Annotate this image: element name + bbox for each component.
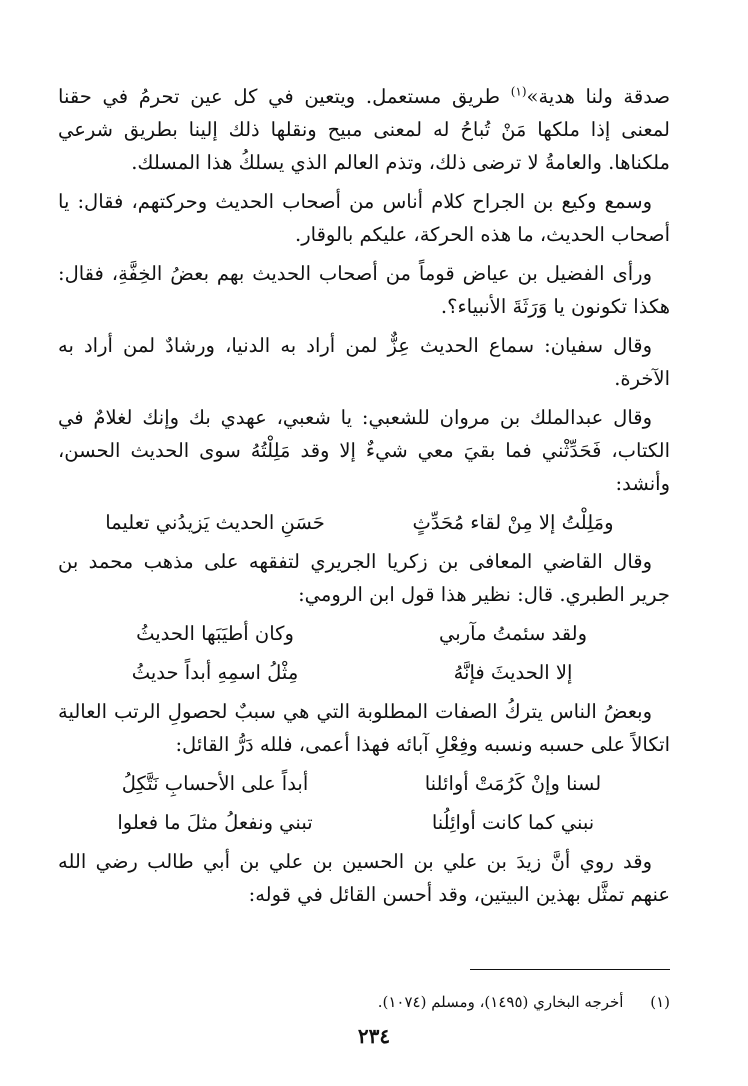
verse-first-hemistich: إلا الحديثَ فإنَّهُ [453, 661, 573, 684]
paragraph-3: ورأى الفضيل بن عياض قوماً من أصحاب الحديث بهم بعضُ الخِفَّةِ، فقال: هكذا تكونون يا وَرَثَةَ الأنبياء؟. [58, 262, 670, 318]
footnote [58, 990, 670, 1014]
poem-block [58, 617, 670, 689]
verse-line [58, 506, 670, 539]
paragraph-7: وبعضُ الناس يتركُ الصفات المطلوبة التي هي سببٌ لحصولِ الرتب العالية اتكالاً على حسبه ونسبه وفِعْلِ آبائه فهذا أعمى، فلله دَرُّ القائل: [58, 700, 670, 756]
verse-second-hemistich: أبداً على الأحسابِ نَتَّكِلُ [121, 772, 309, 795]
verse-first-hemistich: نبني كما كانت أوائِلُنا [431, 811, 595, 834]
verse-line [58, 656, 670, 689]
footnote-text: أخرجه البخاري (١٤٩٥)، ومسلم (١٠٧٤). [377, 993, 624, 1011]
paragraph-6: وقال القاضي المعافى بن زكريا الجريري لتفقهه على مذهب محمد بن جرير الطبري. قال: نظير هذا قول ابن الرومي: [58, 550, 670, 606]
paragraph-1 [58, 80, 670, 179]
verse-second-hemistich: مِثْلُ اسمِهِ أبداً حديثُ [131, 661, 299, 684]
footnote-divider [470, 969, 670, 970]
verse-line [58, 617, 670, 650]
verse-first-hemistich: ولقد سئمتُ مآربي [439, 622, 587, 645]
verse-second-hemistich: تبني ونفعلُ مثلَ ما فعلوا [117, 811, 313, 834]
main-text [58, 80, 670, 917]
verse-first-hemistich: لسنا وإنْ كَرُمَتْ أوائلنا [424, 772, 602, 795]
paragraph-1-rest: طريق مستعمل. ويتعين في كل عين تحرمُ في حقنا لمعنى إذا ملكها مَنْ تُباحُ له لمعنى مبيح ونقلها ذلك إلينا بطريق شرعي ملكناها. والعامةُ لا ترضى ذلك، وتذم العالم الذي يسلكُ هذا المسلك. [58, 85, 670, 174]
paragraph-2: وسمع وكيع بن الجراح كلام أناس من أصحاب الحديث وحركتهم، فقال: يا أصحاب الحديث، ما هذه الحركة، عليكم بالوقار. [58, 190, 670, 246]
verse-first-hemistich: ومَلِلْتُ إلا مِنْ لقاء مُحَدِّثٍ [412, 511, 614, 534]
verse-second-hemistich: وكان أطيَبَها الحديثُ [136, 622, 294, 645]
poem-block [58, 767, 670, 839]
paragraph-4: وقال سفيان: سماع الحديث عِزٌّ لمن أراد به الدنيا، ورشادٌ لمن أراد به الآخرة. [58, 334, 670, 390]
footnote-number: (١) [650, 993, 670, 1011]
verse-line [58, 806, 670, 839]
verse-line [58, 767, 670, 800]
paragraph-8: وقد روي أنَّ زيدَ بن علي بن الحسين بن علي بن أبي طالب رضي الله عنهم تمثَّل بهذين البيتين، وقد أحسن القائل في قوله: [58, 850, 670, 906]
page-number: ٢٣٤ [357, 1024, 391, 1048]
paragraph-1-start: صدقة ولنا هدية» [526, 85, 671, 108]
footnote-reference[interactable]: (١) [510, 84, 527, 99]
verse-second-hemistich: حَسَنِ الحديث يَزيدُني تعليما [105, 511, 325, 534]
paragraph-5: وقال عبدالملك بن مروان للشعبي: يا شعبي، عهدي بك وإنك لغلامٌ في الكتاب، فَحَدِّثْني فما بقيَ معي شيءٌ إلا وقد مَلِلْتُهُ سوى الحديث الحسن، وأنشد: [58, 406, 670, 495]
